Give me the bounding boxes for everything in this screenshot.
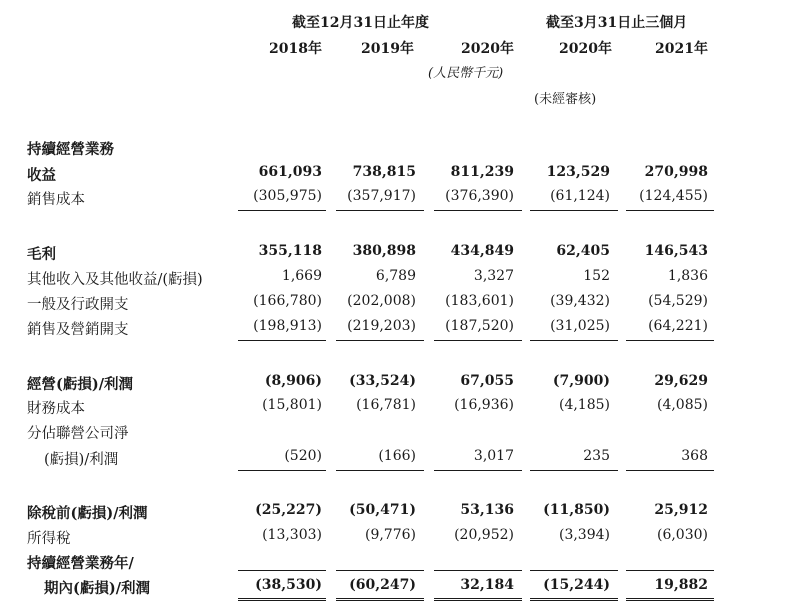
year-header-2018: 2018年: [269, 41, 322, 57]
label-share-of-associates: 分佔聯營公司淨: [27, 426, 129, 442]
cell-selling-expenses-2020: (187,520): [445, 318, 514, 334]
cell-other-income-2019: 6,789: [375, 268, 416, 284]
cell-selling-expenses-2018: (198,913): [253, 318, 322, 334]
label-other-income: 其他收入及其他收益/(虧損): [27, 272, 203, 288]
rule: [530, 470, 618, 471]
year-header-2021-q1: 2021年: [655, 41, 708, 57]
label-pre-tax-result: 除稅前(虧損)/利潤: [27, 505, 148, 522]
label-period-result: 期內(虧損)/利潤: [44, 580, 151, 597]
cell-other-income-2018: 1,669: [281, 268, 322, 284]
rule: [238, 470, 326, 471]
label-income-tax: 所得稅: [27, 531, 71, 547]
header-group-three-months: 截至3月31日止三個月: [546, 15, 688, 31]
rule: [626, 210, 714, 211]
rule: [530, 570, 618, 571]
rule: [434, 470, 522, 471]
rule: [238, 340, 326, 341]
cell-gross-profit-2020: 434,849: [450, 243, 514, 259]
cell-period-result-2020: 32,184: [460, 577, 514, 593]
cell-period-result-2021-q1: 19,882: [654, 577, 708, 593]
cell-revenue-2019: 738,815: [352, 164, 416, 180]
cell-period-result-2019: (60,247): [349, 577, 416, 593]
cell-share-associates-2019: (166): [378, 448, 416, 464]
cell-revenue-2020: 811,239: [450, 164, 514, 180]
double-rule: [238, 598, 326, 601]
cell-cost-of-sales-2019: (357,917): [347, 188, 416, 204]
year-header-2019: 2019年: [361, 41, 414, 57]
rule: [626, 470, 714, 471]
rule: [626, 340, 714, 341]
cell-admin-expenses-2020-q1: (39,432): [550, 293, 610, 309]
cell-revenue-2018: 661,093: [258, 164, 322, 180]
cell-revenue-2021-q1: 270,998: [644, 164, 708, 180]
label-revenue: 收益: [27, 167, 56, 184]
cell-gross-profit-2021-q1: 146,543: [644, 243, 708, 259]
year-header-2020: 2020年: [461, 41, 514, 57]
cell-operating-result-2021-q1: 29,629: [654, 373, 708, 389]
cell-cost-of-sales-2020-q1: (61,124): [550, 188, 610, 204]
cell-admin-expenses-2021-q1: (54,529): [648, 293, 708, 309]
cell-gross-profit-2018: 355,118: [258, 243, 322, 259]
cell-pre-tax-2019: (50,471): [349, 502, 416, 518]
rule: [530, 340, 618, 341]
cell-cost-of-sales-2018: (305,975): [253, 188, 322, 204]
cell-period-result-2020-q1: (15,244): [543, 577, 610, 593]
label-operating-result: 經營(虧損)/利潤: [27, 376, 134, 393]
cell-operating-result-2018: (8,906): [264, 373, 322, 389]
rule: [238, 570, 326, 571]
header-group-year-ended: 截至12月31日止年度: [292, 15, 429, 31]
cell-gross-profit-2019: 380,898: [352, 243, 416, 259]
rule: [626, 570, 714, 571]
label-share-of-associates-result: (虧損)/利潤: [44, 452, 119, 468]
cell-finance-costs-2020-q1: (4,185): [558, 397, 610, 413]
label-selling-expenses: 銷售及營銷開支: [27, 322, 129, 338]
rule: [336, 470, 424, 471]
cell-cost-of-sales-2021-q1: (124,455): [639, 188, 708, 204]
rule: [336, 210, 424, 211]
double-rule: [336, 598, 424, 601]
cell-pre-tax-2021-q1: 25,912: [654, 502, 708, 518]
cell-cost-of-sales-2020: (376,390): [445, 188, 514, 204]
rule: [336, 570, 424, 571]
cell-operating-result-2019: (33,524): [349, 373, 416, 389]
label-cost-of-sales: 銷售成本: [27, 192, 85, 208]
unit-note: (人民幣千元): [428, 66, 504, 81]
rule: [336, 340, 424, 341]
rule: [434, 210, 522, 211]
cell-income-tax-2018: (13,303): [262, 527, 322, 543]
rule: [530, 210, 618, 211]
cell-finance-costs-2021-q1: (4,085): [656, 397, 708, 413]
double-rule: [626, 598, 714, 601]
label-gross-profit: 毛利: [27, 246, 56, 263]
cell-other-income-2020-q1: 152: [583, 268, 610, 284]
cell-income-tax-2019: (9,776): [364, 527, 416, 543]
year-header-2020-q1: 2020年: [559, 41, 612, 57]
cell-admin-expenses-2019: (202,008): [347, 293, 416, 309]
label-admin-expenses: 一般及行政開支: [27, 297, 129, 313]
double-rule: [530, 598, 618, 601]
cell-share-associates-2020-q1: 235: [583, 448, 610, 464]
cell-selling-expenses-2020-q1: (31,025): [550, 318, 610, 334]
rule: [434, 340, 522, 341]
cell-other-income-2021-q1: 1,836: [667, 268, 708, 284]
cell-operating-result-2020-q1: (7,900): [552, 373, 610, 389]
double-rule: [434, 598, 522, 601]
label-finance-costs: 財務成本: [27, 401, 85, 417]
cell-pre-tax-2018: (25,227): [255, 502, 322, 518]
cell-income-tax-2021-q1: (6,030): [656, 527, 708, 543]
rule: [434, 570, 522, 571]
cell-finance-costs-2018: (15,801): [262, 397, 322, 413]
cell-finance-costs-2019: (16,781): [356, 397, 416, 413]
label-continuing-ops-period: 持續經營業務年/: [27, 555, 134, 572]
cell-admin-expenses-2020: (183,601): [445, 293, 514, 309]
cell-share-associates-2018: (520): [284, 448, 322, 464]
cell-admin-expenses-2018: (166,780): [253, 293, 322, 309]
cell-revenue-2020-q1: 123,529: [546, 164, 610, 180]
rule: [238, 210, 326, 211]
cell-period-result-2018: (38,530): [255, 577, 322, 593]
cell-income-tax-2020-q1: (3,394): [558, 527, 610, 543]
unaudited-note: (未經審核): [534, 92, 597, 107]
cell-gross-profit-2020-q1: 62,405: [556, 243, 610, 259]
cell-income-tax-2020: (20,952): [454, 527, 514, 543]
cell-operating-result-2020: 67,055: [460, 373, 514, 389]
cell-share-associates-2020: 3,017: [473, 448, 514, 464]
cell-other-income-2020: 3,327: [473, 268, 514, 284]
cell-share-associates-2021-q1: 368: [681, 448, 708, 464]
cell-selling-expenses-2021-q1: (64,221): [648, 318, 708, 334]
cell-pre-tax-2020: 53,136: [460, 502, 514, 518]
cell-selling-expenses-2019: (219,203): [347, 318, 416, 334]
label-continuing-operations: 持續經營業務: [27, 141, 114, 158]
cell-finance-costs-2020: (16,936): [454, 397, 514, 413]
cell-pre-tax-2020-q1: (11,850): [543, 502, 610, 518]
